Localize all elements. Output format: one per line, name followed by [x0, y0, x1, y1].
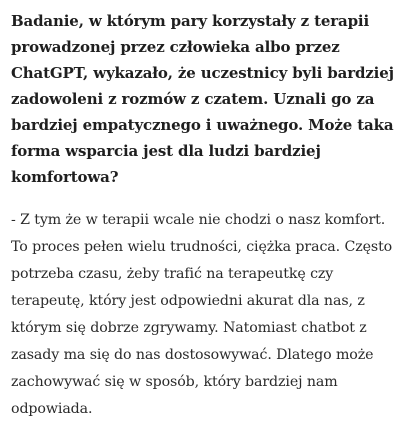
article-body: [11, 8, 395, 423]
interview-answer: - Z tym że w terapii wcale nie chodzi o nasz komfort. To proces pełen wielu trudności, ciężka praca. Często potrzeba czasu, żeby trafić na terapeutkę czy terapeutę, który jest odpowiedni akurat dla nas, z którym się dobrze zgrywamy. Natomiast chatbot z zasady ma się do nas dostosowywać. Dlatego może zachowywać się w sposób, który bardziej nam odpowiada.: [11, 212, 393, 417]
interview-question: Badanie, w którym pary korzystały z terapii prowadzonej przez człowieka albo przez ChatGPT, wykazało, że uczestnicy byli bardziej zadowoleni z rozmów z czatem. Uznali go za bardziej empatycznego i uważnego. Może taka forma wsparcia jest dla ludzi bardziej komfortowa?: [11, 12, 394, 186]
